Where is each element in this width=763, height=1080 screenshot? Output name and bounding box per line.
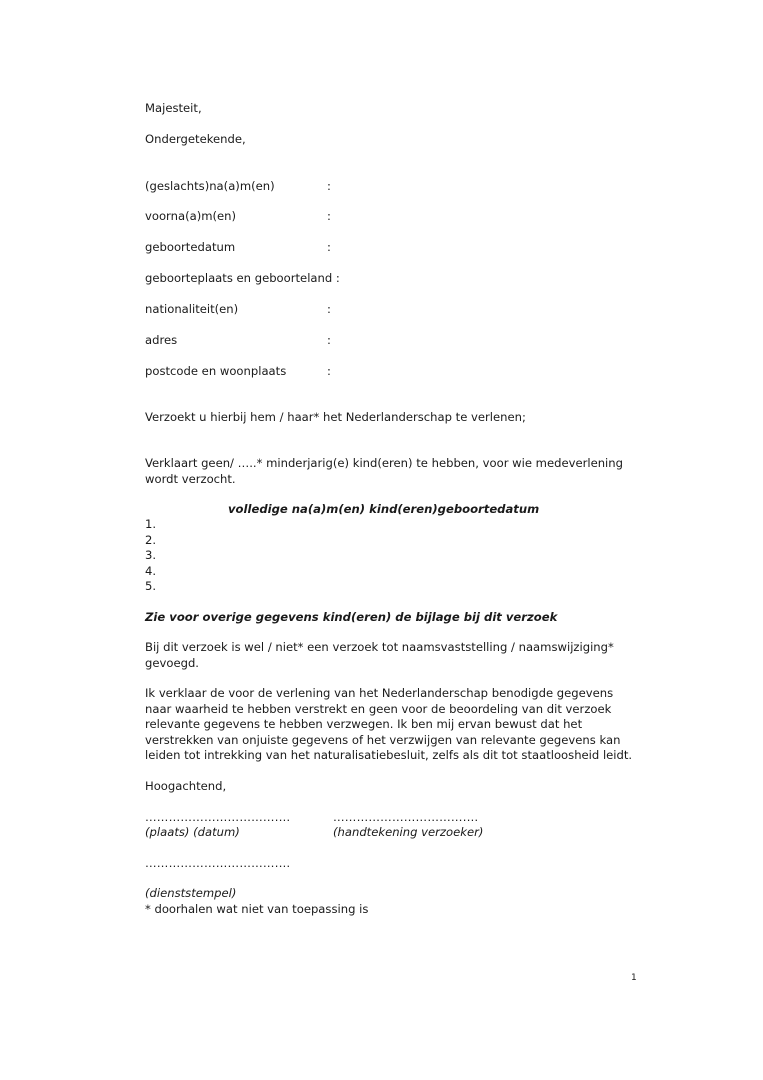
children-list-item: 1. xyxy=(145,517,157,531)
declaration-line: naar waarheid te hebben verstrekt en geen voor de beoordeling van dit verzoek xyxy=(145,701,612,716)
declaration-paragraph xyxy=(145,686,645,764)
declaration-line: relevante gegevens te hebben verzwegen. Ik ben mij ervan bewust dat het xyxy=(145,717,583,732)
field-label-postcode-city: postcode en woonplaats xyxy=(145,364,287,378)
children-declaration-line: Verklaart geen/ …..* minderjarig(e) kind(eren) te hebben, voor wie medeverlening xyxy=(145,456,623,470)
field-label-first-names: voorna(a)m(en) xyxy=(145,209,237,223)
field-label-address: adres xyxy=(145,333,178,347)
footnote: * doorhalen wat niet van toepassing is xyxy=(145,902,369,916)
place-date-label: (plaats) (datum) xyxy=(145,825,240,839)
signatory-intro: Ondergetekende, xyxy=(145,132,246,146)
field-label-surname: (geslachts)na(a)m(en) xyxy=(145,179,275,193)
name-request-paragraph xyxy=(145,640,645,671)
closing: Hoogachtend, xyxy=(145,779,227,793)
request-text: Verzoekt u hierbij hem / haar* het Nederlanderschap te verlenen; xyxy=(145,410,526,424)
children-table-header: volledige na(a)m(en) kind(eren)geboortedatum xyxy=(228,502,540,516)
field-colon: : xyxy=(327,364,331,378)
salutation: Majesteit, xyxy=(145,101,202,115)
children-declaration-line: wordt verzocht. xyxy=(145,471,236,486)
children-declaration xyxy=(145,456,645,487)
applicant-signature-dotted-line: …………………………….… xyxy=(333,810,479,824)
children-list-item: 2. xyxy=(145,532,157,547)
place-date-dotted-line: …………………………….… xyxy=(145,810,291,824)
page-number: 1 xyxy=(631,973,637,983)
field-label-birth-date: geboortedatum xyxy=(145,240,236,254)
field-colon: : xyxy=(327,333,331,347)
field-label-nationality: nationaliteit(en) xyxy=(145,302,239,316)
children-list xyxy=(145,517,645,595)
stamp-dotted-line: …………………………….… xyxy=(145,856,291,870)
children-list-item: 4. xyxy=(145,563,157,578)
children-list-item: 3. xyxy=(145,548,157,563)
stamp-label: (dienststempel) xyxy=(145,886,237,900)
field-label-birth-place: geboorteplaats en geboorteland : xyxy=(145,271,340,285)
name-request-line: Bij dit verzoek is wel / niet* een verzoek tot naamsvaststelling / naamswijziging* xyxy=(145,640,614,654)
field-colon: : xyxy=(327,240,331,254)
children-list-item: 5. xyxy=(145,579,157,594)
declaration-line: Ik verklaar de voor de verlening van het Nederlanderschap benodigde gegevens xyxy=(145,686,614,700)
declaration-line: leiden tot intrekking van het naturalisatiebesluit, zelfs als dit tot staatloosheid leidt. xyxy=(145,748,633,763)
applicant-signature-label: (handtekening verzoeker) xyxy=(333,825,484,839)
field-colon: : xyxy=(327,209,331,223)
see-appendix-note: Zie voor overige gegevens kind(eren) de bijlage bij dit verzoek xyxy=(145,610,558,624)
declaration-line: verstrekken van onjuiste gegevens of het verzwijgen van relevante gegevens kan xyxy=(145,732,621,747)
field-colon: : xyxy=(327,179,331,193)
name-request-line: gevoegd. xyxy=(145,655,199,670)
field-colon: : xyxy=(327,302,331,316)
